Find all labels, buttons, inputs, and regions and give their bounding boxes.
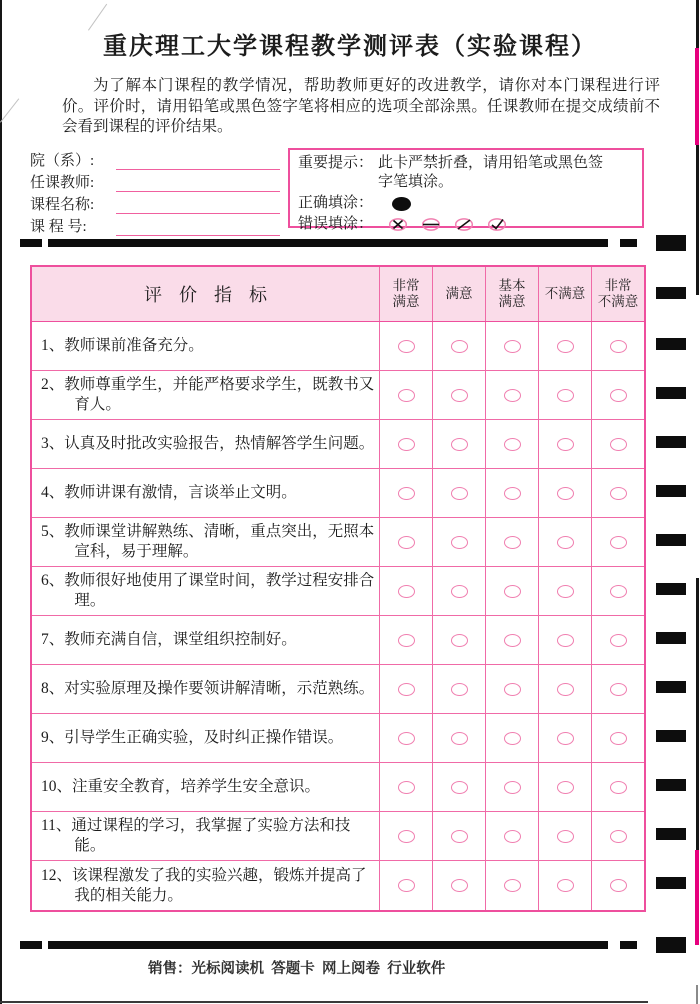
option-cell <box>486 763 539 811</box>
answer-bubble[interactable] <box>504 830 521 843</box>
answer-bubble[interactable] <box>451 830 468 843</box>
question-text: 10、注重安全教育，培养学生安全意识。 <box>32 763 380 811</box>
answer-bubble[interactable] <box>557 830 574 843</box>
option-cell <box>380 763 433 811</box>
scan-edge-right-magenta-top <box>695 48 699 145</box>
answer-bubble[interactable] <box>504 634 521 647</box>
answer-bubble[interactable] <box>504 487 521 500</box>
table-row <box>32 665 644 714</box>
wrong-mark-cross-icon <box>388 217 408 232</box>
scan-edge-right-black-mid <box>696 145 699 295</box>
option-cell <box>592 665 644 713</box>
scan-edge-right-gray <box>696 985 698 1004</box>
option-cell <box>539 371 592 419</box>
answer-bubble[interactable] <box>504 732 521 745</box>
sync-square <box>656 235 686 251</box>
evaluation-table <box>30 265 646 912</box>
answer-bubble[interactable] <box>504 389 521 402</box>
notice-line2: 字笔填涂。 <box>378 174 454 190</box>
answer-bubble[interactable] <box>451 585 468 598</box>
option-cell <box>592 714 644 762</box>
answer-bubble[interactable] <box>504 340 521 353</box>
sync-dash <box>620 941 637 949</box>
timing-mark <box>656 681 686 693</box>
table-row <box>32 861 644 910</box>
sync-dash <box>20 239 42 247</box>
option-cell <box>380 616 433 664</box>
answer-bubble[interactable] <box>451 781 468 794</box>
answer-bubble[interactable] <box>610 634 627 647</box>
timing-mark <box>656 877 686 889</box>
table-row <box>32 322 644 371</box>
answer-bubble[interactable] <box>610 340 627 353</box>
field-row-course-name <box>30 192 280 214</box>
answer-bubble[interactable] <box>610 732 627 745</box>
correct-fill-label: 正确填涂： <box>298 195 374 211</box>
question-text: 5、教师课堂讲解熟练、清晰，重点突出，无照本宣科，易于理解。 <box>32 518 380 566</box>
option-cell <box>486 420 539 468</box>
scan-edge-right-black-low <box>696 578 699 850</box>
question-text: 11、通过课程的学习，我掌握了实验方法和技能。 <box>32 812 380 860</box>
option-cell <box>380 812 433 860</box>
field-input-line[interactable] <box>116 222 280 236</box>
answer-bubble[interactable] <box>504 781 521 794</box>
answer-bubble[interactable] <box>610 830 627 843</box>
scan-edge-right-magenta-low <box>695 850 699 945</box>
timing-mark <box>656 387 686 399</box>
option-cell <box>380 371 433 419</box>
page-title: 重庆理工大学课程教学测评表（实验课程） <box>103 34 597 60</box>
option-cell <box>539 812 592 860</box>
answer-bubble[interactable] <box>557 781 574 794</box>
option-cell <box>486 371 539 419</box>
option-cell <box>592 469 644 517</box>
answer-bubble[interactable] <box>610 879 627 892</box>
question-text: 12、该课程激发了我的实验兴趣，锻炼并提高了我的相关能力。 <box>32 861 380 910</box>
answer-bubble[interactable] <box>398 781 415 794</box>
option-cell <box>539 420 592 468</box>
option-cell <box>539 714 592 762</box>
question-text: 8、对实验原理及操作要领讲解清晰，示范熟练。 <box>32 665 380 713</box>
option-cell <box>592 861 644 910</box>
option-cell <box>380 322 433 370</box>
option-cell <box>433 714 486 762</box>
answer-bubble[interactable] <box>610 389 627 402</box>
table-row <box>32 616 644 665</box>
option-cell <box>539 616 592 664</box>
wrong-fill-label: 错误填涂： <box>298 216 374 232</box>
option-cell <box>539 322 592 370</box>
option-cell <box>486 812 539 860</box>
answer-bubble[interactable] <box>398 683 415 696</box>
timing-mark <box>656 583 686 595</box>
option-cell <box>592 371 644 419</box>
table-row <box>32 714 644 763</box>
option-header: 满意 <box>433 267 486 321</box>
option-cell <box>380 861 433 910</box>
answer-bubble[interactable] <box>557 340 574 353</box>
answer-bubble[interactable] <box>610 781 627 794</box>
correct-fill-example-icon <box>392 197 411 211</box>
indicator-header: 评价指标 <box>32 267 380 321</box>
timing-mark <box>656 730 686 742</box>
timing-mark <box>656 287 686 299</box>
option-cell <box>433 322 486 370</box>
table-row <box>32 812 644 861</box>
answer-bubble[interactable] <box>557 879 574 892</box>
answer-bubble[interactable] <box>504 879 521 892</box>
notice-label: 重要提示： <box>298 155 374 171</box>
table-row <box>32 420 644 469</box>
wrong-mark-check-icon <box>487 217 507 232</box>
option-cell <box>539 518 592 566</box>
option-cell <box>592 518 644 566</box>
answer-bubble[interactable] <box>610 438 627 451</box>
option-cell <box>380 714 433 762</box>
option-cell <box>433 469 486 517</box>
field-row-teacher <box>30 170 280 192</box>
sync-square <box>656 937 686 953</box>
timing-mark <box>656 485 686 497</box>
table-body <box>32 322 644 910</box>
field-row-department <box>30 148 280 170</box>
answer-bubble[interactable] <box>557 536 574 549</box>
option-cell <box>380 518 433 566</box>
answer-bubble[interactable] <box>557 732 574 745</box>
answer-bubble[interactable] <box>398 487 415 500</box>
table-row <box>32 469 644 518</box>
option-cell <box>592 567 644 615</box>
answer-bubble[interactable] <box>557 683 574 696</box>
answer-bubble[interactable] <box>398 634 415 647</box>
answer-bubble[interactable] <box>451 683 468 696</box>
option-cell <box>433 665 486 713</box>
option-cell <box>433 420 486 468</box>
option-cell <box>380 567 433 615</box>
answer-bubble[interactable] <box>504 683 521 696</box>
notice-line1: 此卡严禁折叠，请用铅笔或黑色签 <box>378 155 604 171</box>
field-input-line[interactable] <box>116 200 280 214</box>
table-row <box>32 371 644 420</box>
sync-bar <box>48 941 608 949</box>
option-cell <box>433 518 486 566</box>
question-text: 9、引导学生正确实验，及时纠正操作错误。 <box>32 714 380 762</box>
option-cell <box>539 665 592 713</box>
answer-bubble[interactable] <box>557 487 574 500</box>
timing-mark <box>656 338 686 350</box>
wrong-mark-slash-icon <box>454 217 474 232</box>
answer-bubble[interactable] <box>610 683 627 696</box>
option-header: 基本 满意 <box>486 267 539 321</box>
answer-bubble[interactable] <box>557 634 574 647</box>
field-input-line[interactable] <box>116 156 280 170</box>
field-label: 课 程 号: <box>30 219 87 235</box>
answer-bubble[interactable] <box>610 536 627 549</box>
field-row-course-number <box>30 214 280 236</box>
option-cell <box>433 616 486 664</box>
table-row <box>32 518 644 567</box>
option-cell <box>486 665 539 713</box>
answer-bubble[interactable] <box>557 389 574 402</box>
intro-paragraph: 为了解本门课程的教学情况，帮助教师更好的改进教学，请你对本门课程进行评价。评价时，请用铅笔或黑色签字笔将相应的选项全部涂黑。任课教师在提交成绩前不会看到课程的评价结果。 <box>62 77 660 135</box>
answer-bubble[interactable] <box>504 585 521 598</box>
option-cell <box>380 665 433 713</box>
option-header: 非常 满意 <box>380 267 433 321</box>
answer-bubble[interactable] <box>557 438 574 451</box>
info-fields <box>30 148 280 236</box>
scan-artifact <box>0 98 19 122</box>
table-row <box>32 567 644 616</box>
timing-mark <box>656 779 686 791</box>
field-label: 院（系）: <box>30 153 95 169</box>
answer-bubble[interactable] <box>451 879 468 892</box>
answer-bubble[interactable] <box>610 585 627 598</box>
answer-bubble[interactable] <box>398 340 415 353</box>
option-header: 不满意 <box>539 267 592 321</box>
field-label: 任课教师: <box>30 175 95 191</box>
option-cell <box>486 518 539 566</box>
answer-bubble[interactable] <box>398 389 415 402</box>
question-text: 4、教师讲课有激情，言谈举止文明。 <box>32 469 380 517</box>
field-label: 课程名称: <box>30 197 95 213</box>
option-cell <box>486 616 539 664</box>
option-cell <box>539 861 592 910</box>
option-headers <box>380 267 644 321</box>
answer-bubble[interactable] <box>451 340 468 353</box>
answer-bubble[interactable] <box>451 438 468 451</box>
option-cell <box>486 567 539 615</box>
timing-mark <box>656 828 686 840</box>
option-cell <box>592 420 644 468</box>
option-cell <box>592 763 644 811</box>
timing-mark <box>656 632 686 644</box>
answer-bubble[interactable] <box>398 732 415 745</box>
sync-bar <box>48 239 608 247</box>
answer-bubble[interactable] <box>504 438 521 451</box>
answer-bubble[interactable] <box>610 487 627 500</box>
answer-bubble[interactable] <box>451 536 468 549</box>
option-cell <box>539 469 592 517</box>
question-text: 7、教师充满自信，课堂组织控制好。 <box>32 616 380 664</box>
answer-bubble[interactable] <box>451 487 468 500</box>
answer-bubble[interactable] <box>504 536 521 549</box>
answer-bubble[interactable] <box>451 634 468 647</box>
option-cell <box>592 322 644 370</box>
table-header <box>32 267 644 322</box>
scan-edge-bottom <box>0 1001 648 1003</box>
option-cell <box>539 567 592 615</box>
sync-dash <box>20 941 42 949</box>
wrong-mark-dash-icon <box>421 217 441 232</box>
option-cell <box>486 714 539 762</box>
table-row <box>32 763 644 812</box>
sync-dash <box>620 239 637 247</box>
timing-mark <box>656 436 686 448</box>
option-cell <box>592 616 644 664</box>
scan-edge-left <box>0 0 2 1004</box>
answer-bubble[interactable] <box>398 438 415 451</box>
answer-bubble[interactable] <box>398 830 415 843</box>
option-cell <box>486 469 539 517</box>
option-header: 非常 不满意 <box>597 277 639 309</box>
field-input-line[interactable] <box>116 178 280 192</box>
option-cell <box>380 469 433 517</box>
option-cell <box>433 567 486 615</box>
answer-bubble[interactable] <box>451 732 468 745</box>
option-cell <box>433 812 486 860</box>
option-cell <box>539 763 592 811</box>
footer-sales: 销售：光标阅读机 答题卡 网上阅卷 行业软件 <box>148 961 446 977</box>
option-cell <box>433 371 486 419</box>
question-text: 2、教师尊重学生，并能严格要求学生，既教书又育人。 <box>32 371 380 419</box>
option-cell <box>592 812 644 860</box>
wrong-fill-examples <box>388 217 507 232</box>
option-cell <box>433 861 486 910</box>
question-text: 3、认真及时批改实验报告，热情解答学生问题。 <box>32 420 380 468</box>
answer-bubble[interactable] <box>398 585 415 598</box>
notice-box <box>288 148 644 232</box>
option-cell <box>486 322 539 370</box>
answer-bubble[interactable] <box>557 585 574 598</box>
question-text: 6、教师很好地使用了课堂时间，教学过程安排合理。 <box>32 567 380 615</box>
option-cell <box>486 861 539 910</box>
option-cell <box>433 763 486 811</box>
question-text: 1、教师课前准备充分。 <box>32 322 380 370</box>
option-cell <box>380 420 433 468</box>
answer-bubble[interactable] <box>451 389 468 402</box>
answer-bubble[interactable] <box>398 536 415 549</box>
timing-mark <box>656 534 686 546</box>
answer-bubble[interactable] <box>398 879 415 892</box>
